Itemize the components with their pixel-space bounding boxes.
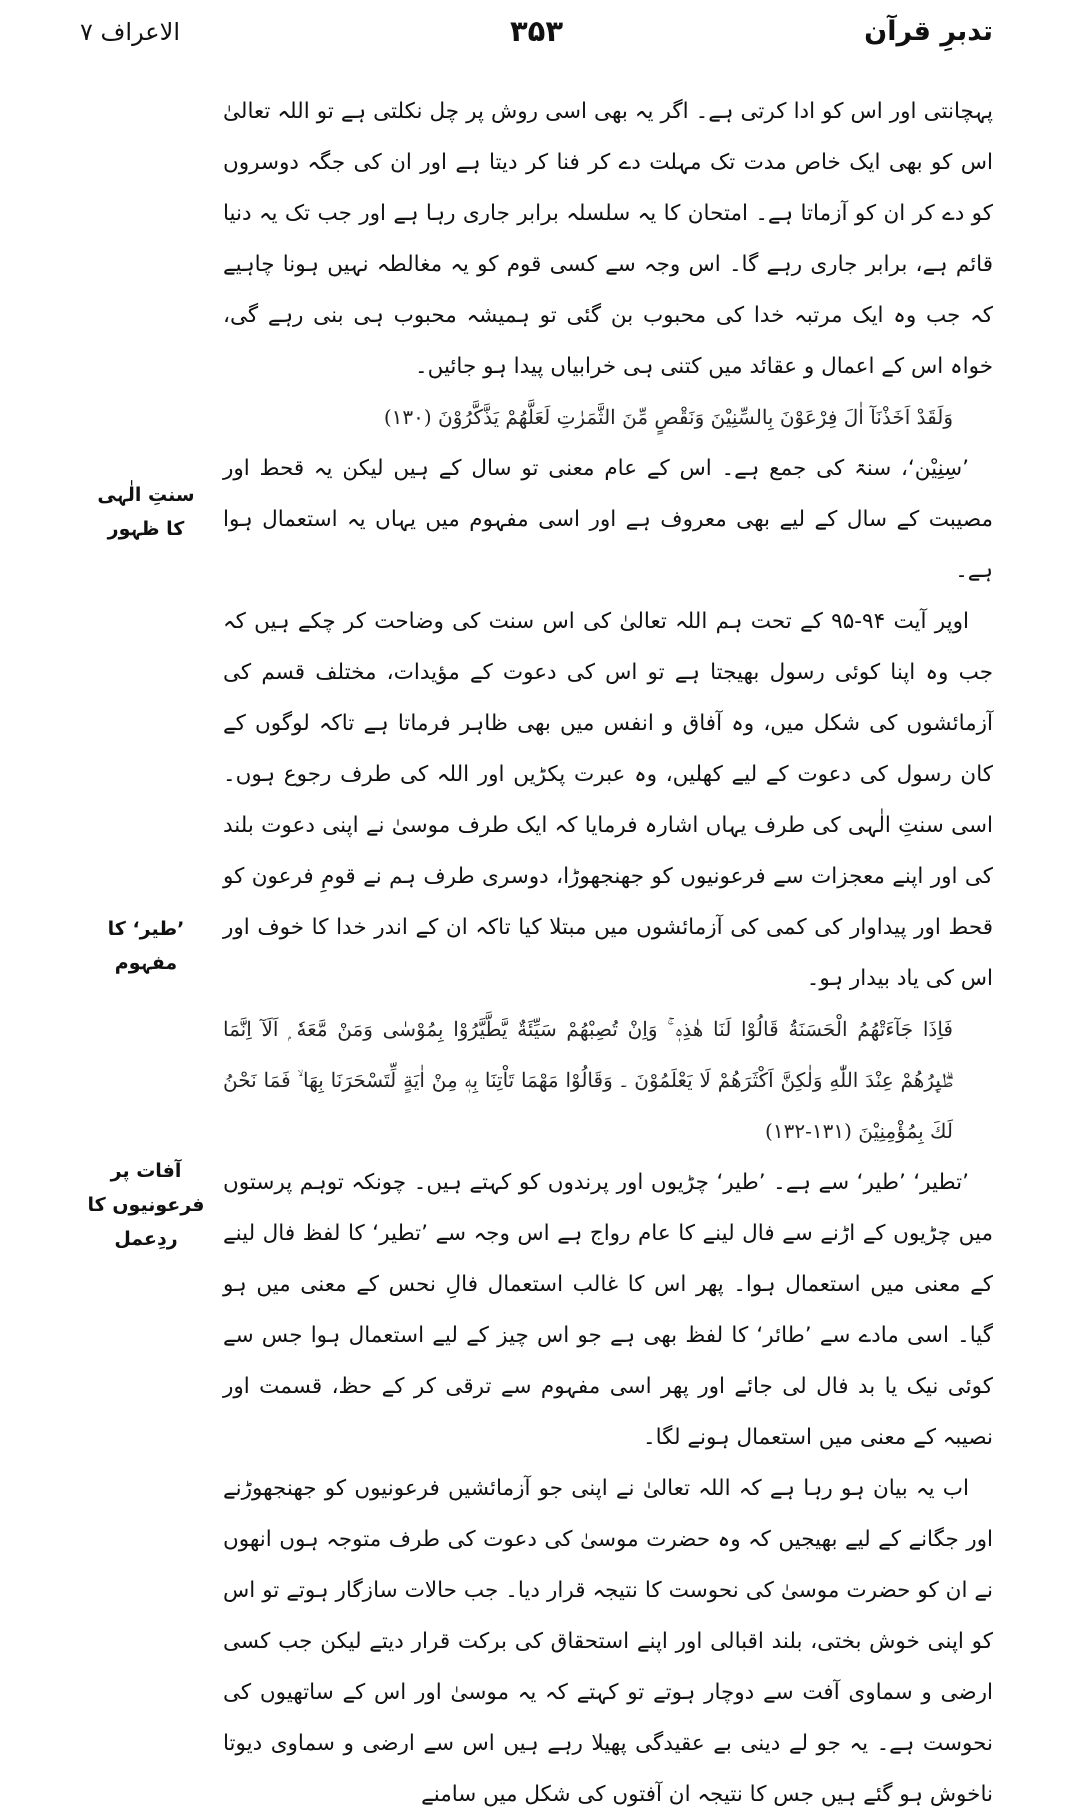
page-number: ۳۵۳ [509, 14, 564, 48]
paragraph-afaat: اب یہ بیان ہو رہا ہے کہ اللہ تعالیٰ نے اپنی جو آزمائشیں فرعونیوں کو جھنجھوڑنے اور جگانے کے لیے بھیجیں کہ وہ حضرت موسیٰ کی دعوت کی طرف متوجہ ہوں انھوں نے ان کو حضرت موسیٰ کی نحوست کا نتیجہ قرار دیا۔ جب حالات سازگار ہوتے تو اس کو اپنی خوش بختی، بلند اقبالی اور اپنے استحقاق کی برکت قرار دیتے لیکن جب کسی ارضی و سماوی آفت سے دوچار ہوتے تو کہتے کہ یہ موسیٰ اور اس کے ساتھیوں کی نحوست ہے۔ یہ جو لے دینی بے عقیدگی پھیلا رہے ہیں اس سے ارضی و سماوی دیوتا ناخوش ہو گئے ہیں جس کا نتیجہ ان آفتوں کی شکل میں سامنے [223, 1476, 993, 1807]
paragraph-sunnat: اوپر آیت ۹۴-۹۵ کے تحت ہم اللہ تعالیٰ کی اس سنت کی وضاحت کر چکے ہیں کہ جب وہ اپنا کوئی رسول بھیجتا ہے تو اس کی دعوت کے مؤیدات، مختلف قسم کی آزمائشوں کی شکل میں، وہ آفاق و انفس میں بھی ظاہر فرماتا ہے تاکہ لوگوں کے کان رسول کی دعوت کے لیے کھلیں، وہ عبرت پکڑیں اور اللہ کی طرف رجوع ہوں۔ اسی سنتِ الٰہی کی طرف یہاں اشارہ فرمایا کہ ایک طرف موسیٰ نے اپنی دعوت بلند کی اور اپنے معجزات سے فرعونیوں کو جھنجھوڑا، دوسری طرف ہم نے قومِ فرعون کو قحط اور پیداوار کی کمی کی آزمائشوں میں مبتلا کیا تاکہ ان کے اندر خدا کا خوف اور اس کی یاد بیدار ہو۔ [223, 609, 993, 991]
margin-note-line: ردِعمل [114, 1228, 178, 1250]
book-title: تدبرِ قرآن [864, 16, 993, 47]
margin-note-sunnat [86, 478, 206, 546]
margin-note-line: سنتِ الٰہی [97, 484, 195, 506]
surah-name: الاعراف ۷ [80, 18, 180, 46]
margin-note-line: فرعونیوں کا [87, 1194, 205, 1216]
page-body [223, 86, 993, 1820]
ayah-130: وَلَقَدْ اَخَذْنَآ اٰلَ فِرْعَوْنَ بِالسِّنِيْنَ وَنَقْصٍ مِّنَ الثَّمَرٰتِ لَعَلَّهُمْ يَذَّكَّرُوْنَ (۱۳۰) [383, 405, 953, 429]
paragraph-tatayyur: ’تطیر‘ ’طیر‘ سے ہے۔ ’طیر‘ چڑیوں اور پرندوں کو کہتے ہیں۔ چونکہ توہم پرستوں میں چڑیوں کے اڑنے سے فال لینے کا عام رواج ہے اس وجہ سے ’تطیر‘ کا لفظ فال لینے کے معنی میں استعمال ہوا۔ پھر اس کا غالب استعمال فالِ نحس کے معنی میں ہو گیا۔ اسی مادے سے ’طائر‘ کا لفظ بھی ہے جو اس چیز کے لیے استعمال ہوا جس سے کوئی نیک یا بد فال لی جائے اور پھر اسی مفہوم سے ترقی کر کے حظ، قسمت اور نصیبہ کے معنی میں استعمال ہونے لگا۔ [223, 1170, 993, 1450]
ayah-131-132: فَاِذَا جَآءَتْهُمُ الْحَسَنَةُ قَالُوْا لَنَا هٰذِهٖ ۚ وَاِنْ تُصِبْهُمْ سَيِّئَةٌ يَّطَّيَّرُوْا بِمُوْسٰى وَمَنْ مَّعَهٗ ۭ اَلَآ اِنَّمَا طٰۗىِٕرُهُمْ عِنْدَ اللّٰهِ وَلٰكِنَّ اَكْثَرَهُمْ لَا يَعْلَمُوْنَ ۔ وَقَالُوْا مَهْمَا تَاْتِنَا بِهٖ مِنْ اٰيَةٍ لِّتَسْحَرَنَا بِهَا ۙ فَمَا نَحْنُ لَكَ بِمُؤْمِنِيْنَ (۱۳۱-۱۳۲) [223, 1017, 953, 1143]
paragraph-sinin: ’سِنِیْن‘، سنۃ کی جمع ہے۔ اس کے عام معنی تو سال کے ہیں لیکن یہ قحط اور مصیبت کے سال کے لیے بھی معروف ہے اور اسی مفہوم میں یہاں یہ استعمال ہوا ہے۔ [223, 456, 993, 583]
margin-note-line: ’طیر‘ کا [107, 918, 185, 940]
margin-note-line: مفہوم [114, 952, 178, 974]
paragraph-intro: پہچانتی اور اس کو ادا کرتی ہے۔ اگر یہ بھی اسی روش پر چل نکلتی ہے تو اللہ تعالیٰ اس کو بھی ایک خاص مدت تک مہلت دے کر فنا کر دیتا ہے اور ان کی جگہ دوسروں کو دے کر ان کو آزماتا ہے۔ امتحان کا یہ سلسلہ برابر جاری رہا ہے اور جب تک یہ دنیا قائم ہے، برابر جاری رہے گا۔ اس وجہ سے کسی قوم کو یہ مغالطہ نہیں ہونا چاہیے کہ جب وہ ایک مرتبہ خدا کی محبوب بن گئی تو ہمیشہ محبوب ہی بنی رہے گی، خواہ اس کے اعمال و عقائد میں کتنی ہی خرابیاں پیدا ہو جائیں۔ [223, 99, 993, 379]
margin-note-tayr [86, 912, 206, 980]
page-header [80, 14, 993, 58]
margin-note-afaat [86, 1154, 206, 1256]
margin-note-line: آفات پر [110, 1160, 182, 1182]
margin-note-line: کا ظہور [107, 518, 185, 540]
